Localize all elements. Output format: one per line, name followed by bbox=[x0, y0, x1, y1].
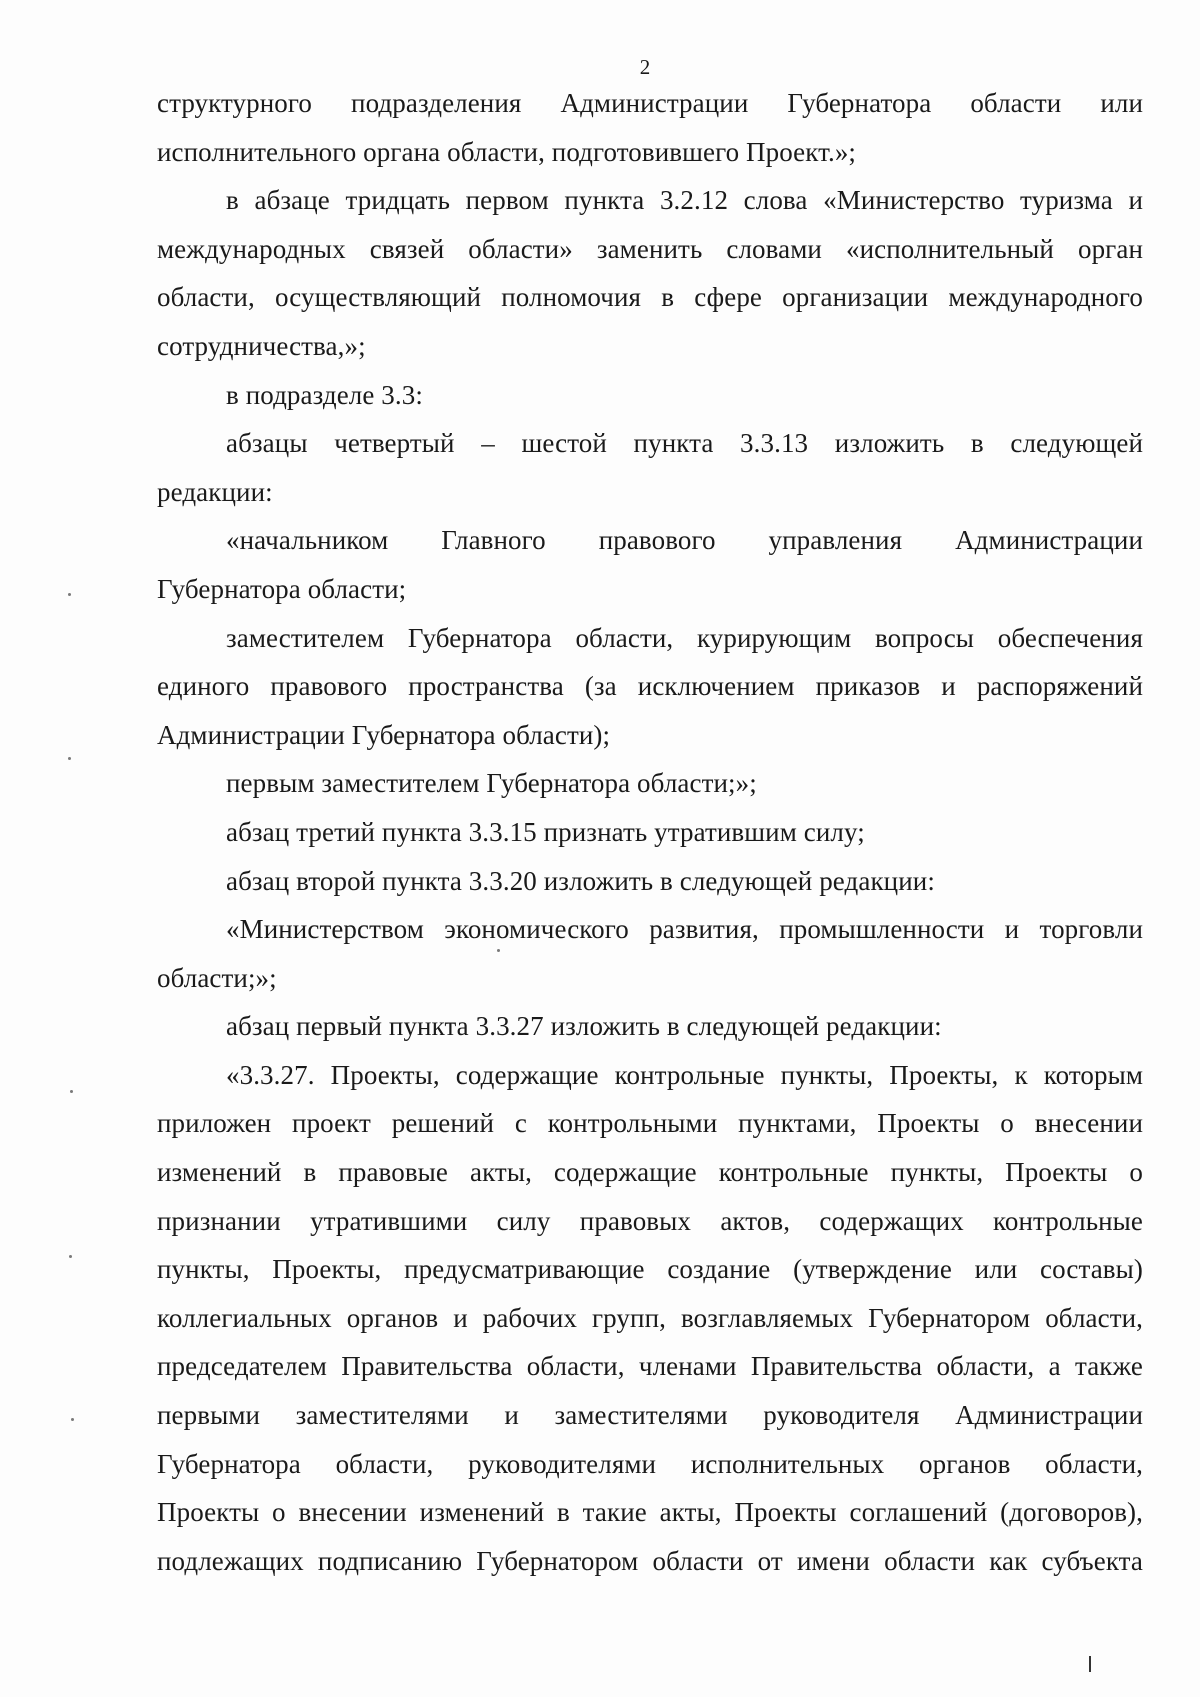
document-body bbox=[157, 79, 1143, 1585]
text-line: редакции: bbox=[157, 476, 273, 507]
text-line: области, осуществляющий полномочия в сфере организации международного bbox=[157, 282, 1143, 313]
scan-speck bbox=[70, 1090, 73, 1093]
scan-speck bbox=[68, 593, 71, 596]
scan-speck bbox=[497, 949, 500, 952]
text-line: приложен проект решений с контрольными пунктами, Проекты о внесении bbox=[157, 1108, 1143, 1139]
text-line: Администрации Губернатора области); bbox=[157, 719, 611, 750]
page-number: 2 bbox=[639, 55, 651, 79]
text-line: абзац второй пункта 3.3.20 изложить в следующей редакции: bbox=[226, 865, 935, 896]
text-line: «начальником Главного правового управления Администрации bbox=[226, 525, 1143, 556]
text-line: абзацы четвертый – шестой пункта 3.3.13 изложить в следующей bbox=[226, 428, 1143, 459]
text-line: председателем Правительства области, членами Правительства области, а также bbox=[157, 1351, 1143, 1382]
text-line: признании утратившими силу правовых актов, содержащих контрольные bbox=[157, 1205, 1143, 1236]
text-line: Губернатора области; bbox=[157, 573, 407, 604]
text-line: «3.3.27. Проекты, содержащие контрольные пункты, Проекты, к которым bbox=[226, 1059, 1143, 1090]
text-line: в подразделе 3.3: bbox=[226, 379, 423, 410]
text-line: подлежащих подписанию Губернатором области от имени области как субъекта bbox=[157, 1545, 1143, 1576]
text-line: области;»; bbox=[157, 962, 277, 993]
text-line: «Министерством экономического развития, промышленности и торговли bbox=[226, 914, 1143, 945]
text-line: пункты, Проекты, предусматривающие создание (утверждение или составы) bbox=[157, 1254, 1143, 1285]
text-line: в абзаце тридцать первом пункта 3.2.12 слова «Министерство туризма и bbox=[226, 185, 1143, 216]
scan-mark bbox=[1089, 1656, 1091, 1672]
text-line: абзац третий пункта 3.3.15 признать утратившим силу; bbox=[226, 816, 865, 847]
scan-speck bbox=[68, 757, 71, 760]
text-line: сотрудничества,»; bbox=[157, 330, 366, 361]
text-line: первым заместителем Губернатора области;»; bbox=[226, 768, 757, 799]
text-line: абзац первый пункта 3.3.27 изложить в следующей редакции: bbox=[226, 1011, 942, 1042]
text-line: международных связей области» заменить словами «исполнительный орган bbox=[157, 233, 1143, 264]
scan-speck bbox=[69, 1255, 72, 1258]
text-line: коллегиальных органов и рабочих групп, возглавляемых Губернатором области, bbox=[157, 1302, 1143, 1333]
text-line: структурного подразделения Администрации Губернатора области или bbox=[157, 88, 1143, 118]
text-line: первыми заместителями и заместителями руководителя Администрации bbox=[157, 1400, 1143, 1431]
text-line: Губернатора области, руководителями исполнительных органов области, bbox=[157, 1448, 1143, 1479]
text-line: изменений в правовые акты, содержащие контрольные пункты, Проекты о bbox=[157, 1157, 1143, 1188]
text-line: заместителем Губернатора области, курирующим вопросы обеспечения bbox=[226, 622, 1143, 653]
text-line: исполнительного органа области, подготовившего Проект.»; bbox=[157, 136, 857, 167]
text-line: единого правового пространства (за исключением приказов и распоряжений bbox=[157, 671, 1143, 702]
scan-speck bbox=[71, 1418, 74, 1421]
text-line: Проекты о внесении изменений в такие акты, Проекты соглашений (договоров), bbox=[157, 1497, 1143, 1528]
